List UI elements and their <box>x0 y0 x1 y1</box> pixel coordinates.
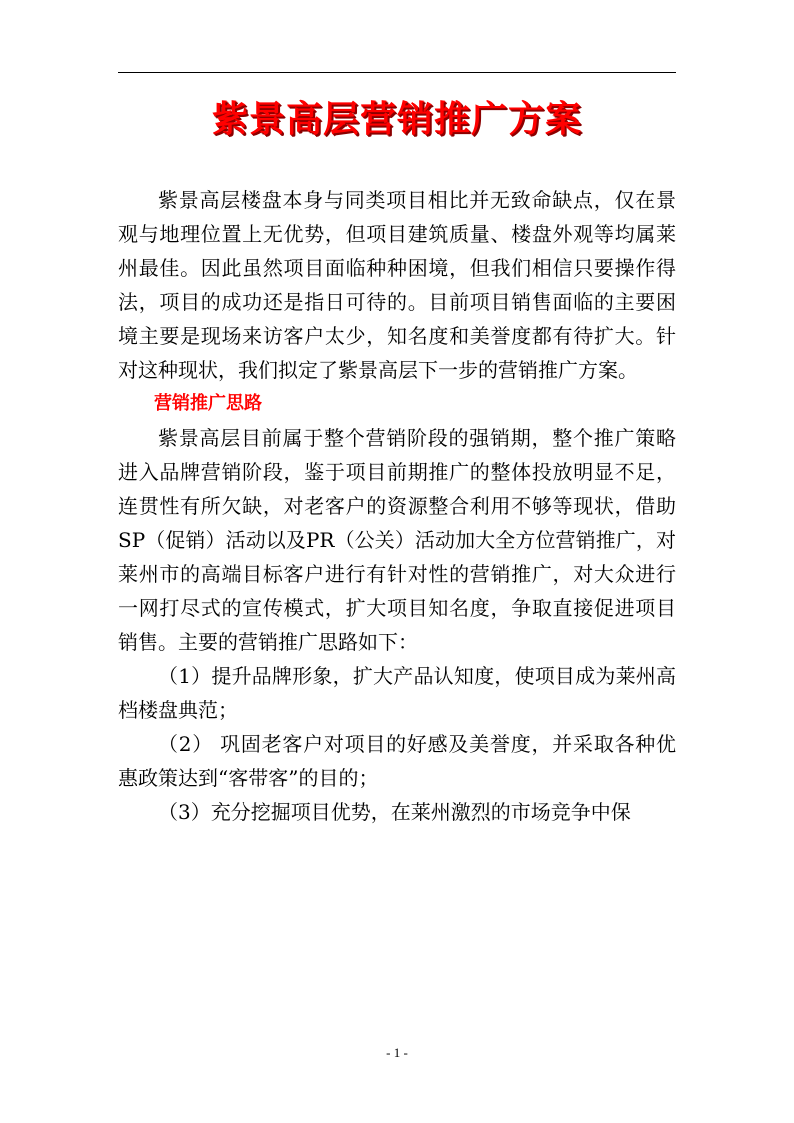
header-rule <box>118 72 676 73</box>
document-body <box>118 183 676 829</box>
document-title: 紫景高层营销推广方案 <box>211 99 582 140</box>
list-item: （1）提升品牌形象，扩大产品认知度，使项目成为莱州高档楼盘典范； <box>118 664 676 722</box>
intro-paragraph: 紫景高层楼盘本身与同类项目相比并无致命缺点，仅在景观与地理位置上无优势，但项目建筑质量、楼盘外观等均属莱州最佳。因此虽然项目面临种种困境，但我们相信只要操作得法，项目的成功还是指日可待的。目前项目销售面临的主要困境主要是现场来访客户太少，知名度和美誉度都有待扩大。针对这种现状，我们拟定了紫景高层下一步的营销推广方案。 <box>118 188 676 382</box>
strategy-paragraph: 紫景高层目前属于整个营销阶段的强销期，整个推广策略进入品牌营销阶段，鉴于项目前期推广的整体投放明显不足，连贯性有所欠缺，对老客户的资源整合利用不够等现状，借助SP（促销）活动以及PR（公关）活动加大全方位营销推广，对莱州市的高端目标客户进行有针对性的营销推广，对大众进行一网打尽式的宣传模式，扩大项目知名度，争取直接促进项目销售。主要的营销推广思路如下： <box>118 426 676 654</box>
list-item: （2） 巩固老客户对项目的好感及美誉度，并采取各种优惠政策达到“客带客”的目的； <box>118 732 676 790</box>
list-item: （3）充分挖掘项目优势，在莱州激烈的市场竞争中保 <box>158 800 631 824</box>
section-heading: 营销推广思路 <box>154 393 262 414</box>
page-number: - 1 - <box>386 1045 408 1060</box>
